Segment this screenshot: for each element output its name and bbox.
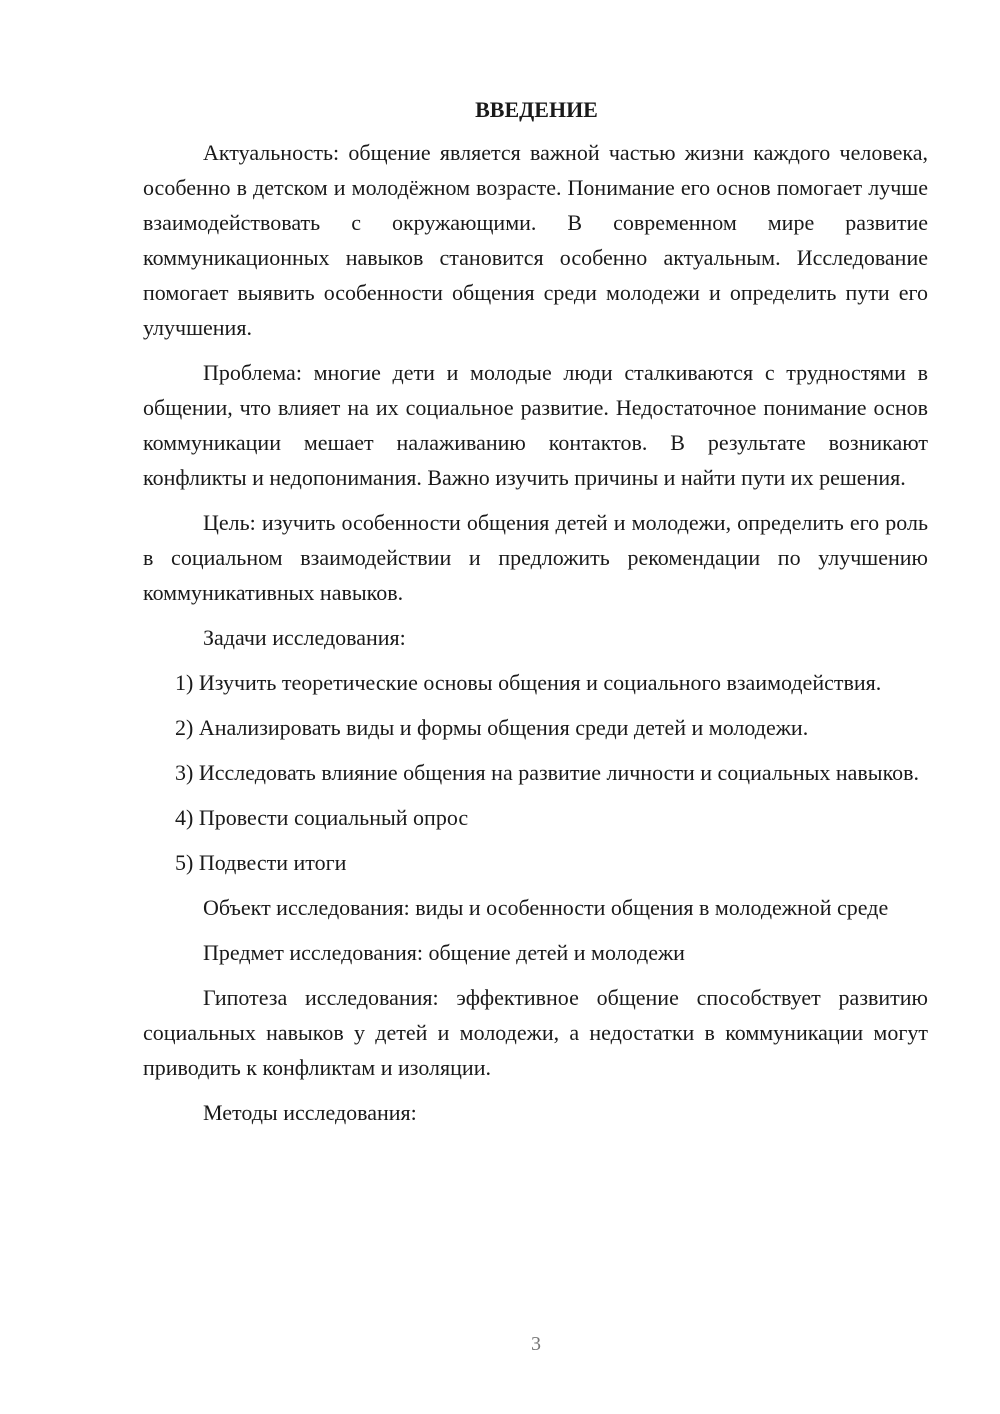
task-item-2: 2) Анализировать виды и формы общения среди детей и молодежи. [175,715,809,740]
section-title: ВВЕДЕНИЕ [475,97,598,122]
task-item-3: 3) Исследовать влияние общения на развитие личности и социальных навыков. [175,760,920,785]
task-item-4: 4) Провести социальный опрос [175,805,469,830]
paragraph-object: Объект исследования: виды и особенности общения в молодежной среде [203,895,889,920]
task-item-5: 5) Подвести итоги [175,850,347,875]
paragraph-relevance: Актуальность: общение является важной частью жизни каждого человека, особенно в детском и молодёжном возрасте. Понимание его основ помогает лучше взаимодействовать с окружающими. В современном мире развитие коммуникационных навыков становится особенно актуальным. Исследование помогает выявить особенности общения среди молодежи и определить пути его улучшения. [143,140,928,340]
paragraph-subject: Предмет исследования: общение детей и молодежи [203,940,685,965]
document-body [143,95,928,1140]
paragraph-goal: Цель: изучить особенности общения детей и молодежи, определить его роль в социальном взаимодействии и предложить рекомендации по улучшению коммуникативных навыков. [143,510,928,605]
paragraph-tasks-heading: Задачи исследования: [203,625,406,650]
task-item-1: 1) Изучить теоретические основы общения и социального взаимодействия. [175,670,882,695]
paragraph-methods: Методы исследования: [203,1100,417,1125]
paragraph-problem: Проблема: многие дети и молодые люди сталкиваются с трудностями в общении, что влияет на их социальное развитие. Недостаточное понимание основ коммуникации мешает налаживанию контактов. В результате возникают конфликты и недопонимания. Важно изучить причины и найти пути их решения. [143,360,928,490]
page-number: 3 [531,1333,541,1355]
paragraph-hypothesis: Гипотеза исследования: эффективное общение способствует развитию социальных навыков у детей и молодежи, а недостатки в коммуникации могут приводить к конфликтам и изоляции. [143,985,928,1080]
